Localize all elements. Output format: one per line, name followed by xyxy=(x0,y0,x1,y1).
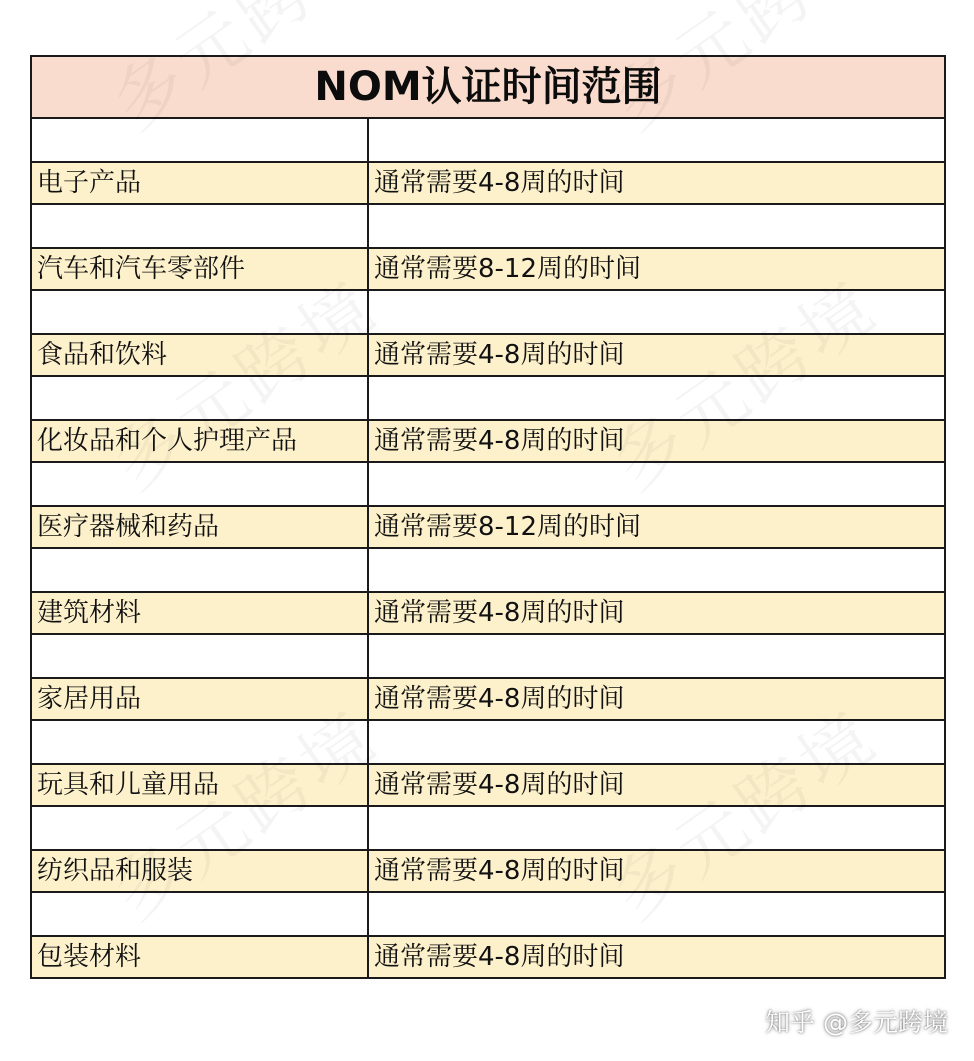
category-cell: 化妆品和个人护理产品 xyxy=(31,420,368,462)
blank-row xyxy=(31,376,945,420)
duration-cell: 通常需要8-12周的时间 xyxy=(368,248,945,290)
duration-cell: 通常需要4-8周的时间 xyxy=(368,764,945,806)
footer-credit: 知乎 @多元跨境 xyxy=(765,1008,948,1037)
blank-row xyxy=(31,634,945,678)
category-cell: 汽车和汽车零部件 xyxy=(31,248,368,290)
category-cell: 电子产品 xyxy=(31,162,368,204)
table-row xyxy=(31,936,945,978)
blank-row xyxy=(31,548,945,592)
table-row xyxy=(31,592,945,634)
blank-cell xyxy=(31,806,368,850)
blank-row xyxy=(31,806,945,850)
blank-cell xyxy=(368,376,945,420)
blank-cell xyxy=(368,634,945,678)
blank-row xyxy=(31,290,945,334)
blank-cell xyxy=(368,720,945,764)
duration-cell: 通常需要4-8周的时间 xyxy=(368,936,945,978)
blank-cell xyxy=(31,118,368,162)
blank-cell xyxy=(31,462,368,506)
blank-cell xyxy=(31,548,368,592)
blank-cell xyxy=(368,806,945,850)
blank-cell xyxy=(368,118,945,162)
blank-cell xyxy=(31,892,368,936)
table-row xyxy=(31,678,945,720)
blank-cell xyxy=(31,376,368,420)
duration-cell: 通常需要4-8周的时间 xyxy=(368,592,945,634)
category-cell: 玩具和儿童用品 xyxy=(31,764,368,806)
duration-cell: 通常需要4-8周的时间 xyxy=(368,420,945,462)
duration-cell: 通常需要4-8周的时间 xyxy=(368,678,945,720)
duration-cell: 通常需要4-8周的时间 xyxy=(368,162,945,204)
blank-row xyxy=(31,892,945,936)
category-cell: 食品和饮料 xyxy=(31,334,368,376)
duration-cell: 通常需要4-8周的时间 xyxy=(368,850,945,892)
table-row xyxy=(31,420,945,462)
blank-cell xyxy=(31,290,368,334)
blank-cell xyxy=(368,204,945,248)
category-cell: 建筑材料 xyxy=(31,592,368,634)
title-row xyxy=(31,56,945,118)
table-row xyxy=(31,162,945,204)
blank-row xyxy=(31,720,945,764)
category-cell: 包装材料 xyxy=(31,936,368,978)
blank-cell xyxy=(368,290,945,334)
blank-cell xyxy=(31,720,368,764)
category-cell: 纺织品和服装 xyxy=(31,850,368,892)
table-title: NOM认证时间范围 xyxy=(31,56,945,118)
blank-row xyxy=(31,462,945,506)
category-cell: 医疗器械和药品 xyxy=(31,506,368,548)
table-row xyxy=(31,334,945,376)
category-cell: 家居用品 xyxy=(31,678,368,720)
table-row xyxy=(31,506,945,548)
blank-row xyxy=(31,204,945,248)
nom-certification-table xyxy=(30,55,946,979)
table-row xyxy=(31,248,945,290)
blank-row xyxy=(31,118,945,162)
blank-cell xyxy=(368,548,945,592)
blank-cell xyxy=(368,462,945,506)
table-row xyxy=(31,850,945,892)
table-row xyxy=(31,764,945,806)
duration-cell: 通常需要4-8周的时间 xyxy=(368,334,945,376)
blank-cell xyxy=(31,634,368,678)
duration-cell: 通常需要8-12周的时间 xyxy=(368,506,945,548)
blank-cell xyxy=(31,204,368,248)
blank-cell xyxy=(368,892,945,936)
